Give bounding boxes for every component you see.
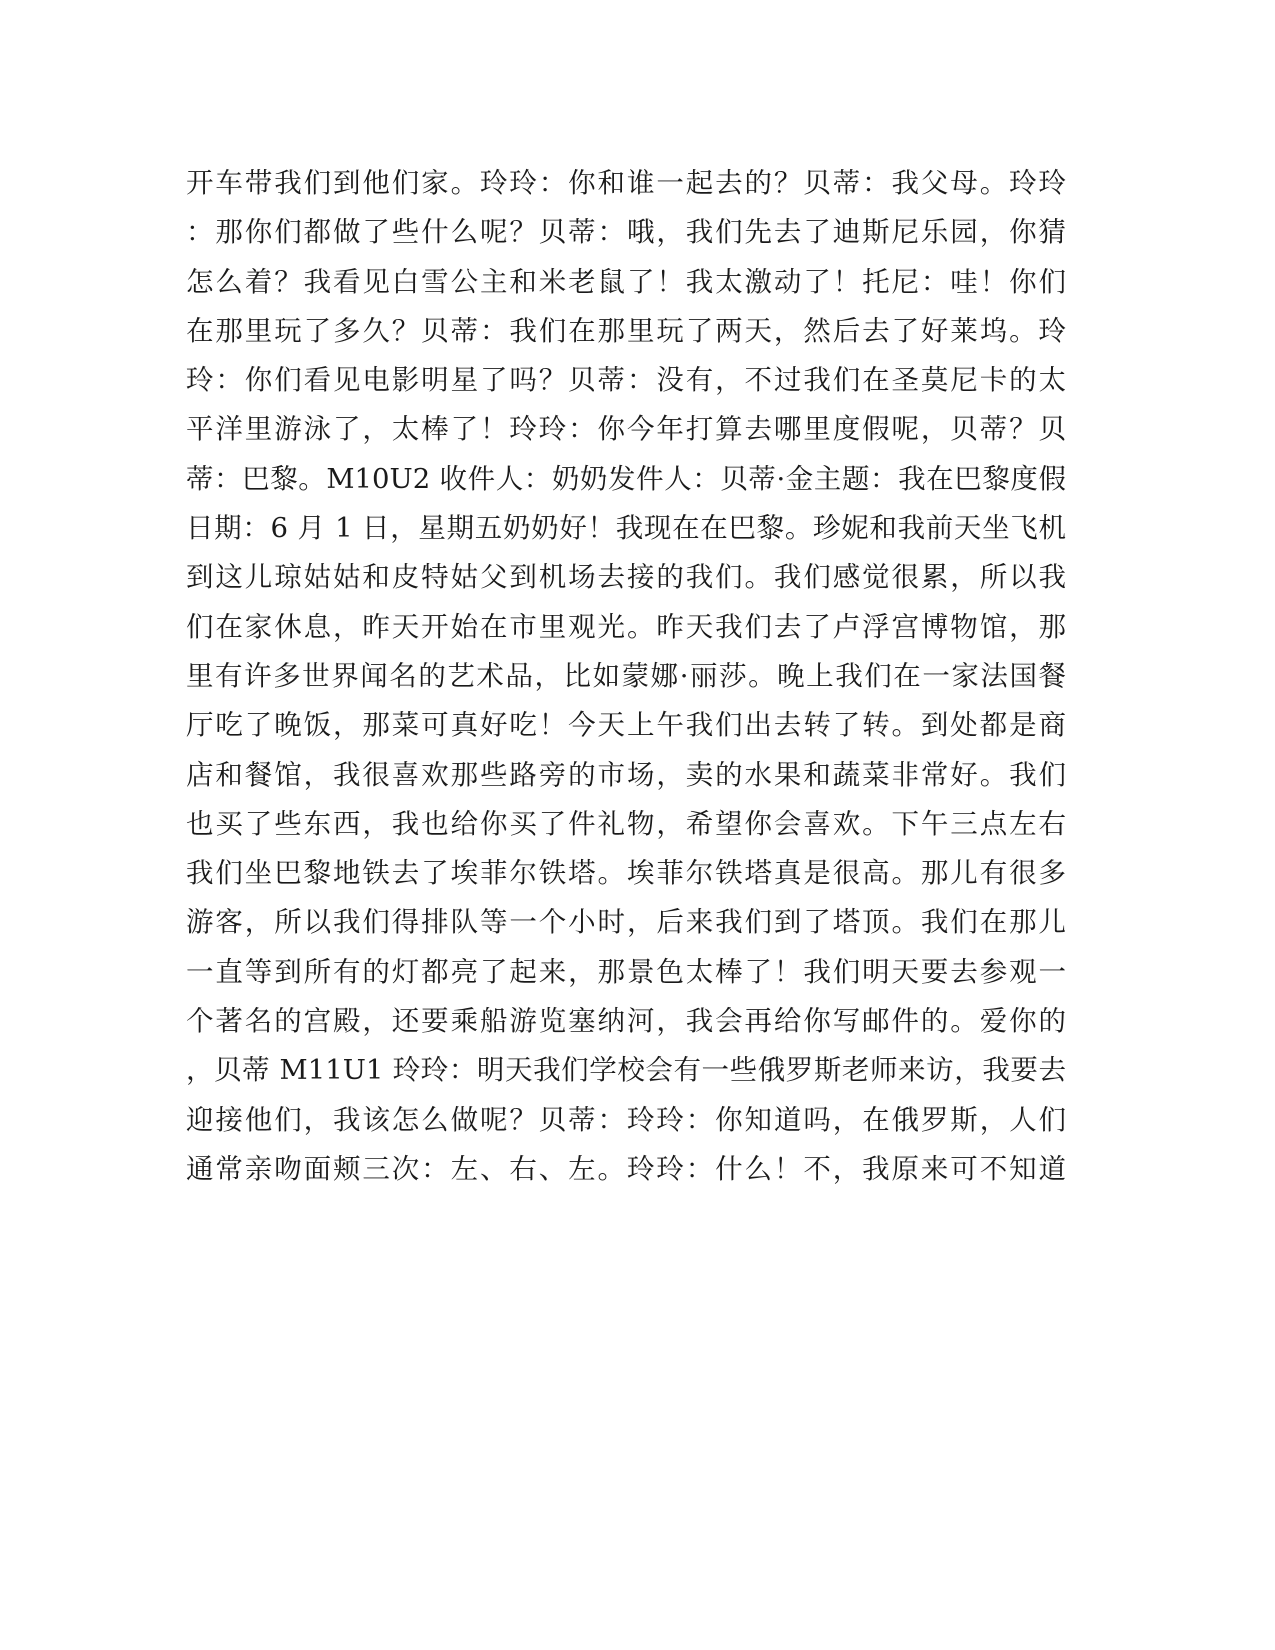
- text-line: 也买了些东西，我也给你买了件礼物，希望你会喜欢。下午三点左右: [186, 807, 1066, 840]
- text-line: 蒂：巴黎。M10U2 收件人：奶奶发件人：贝蒂·金主题：我在巴黎度假: [186, 462, 1066, 495]
- text-line: 里有许多世界闻名的艺术品，比如蒙娜·丽莎。晚上我们在一家法国餐: [186, 659, 1066, 692]
- text-line: 怎么着？我看见白雪公主和米老鼠了！我太激动了！托尼：哇！你们: [186, 265, 1066, 298]
- text-line: 店和餐馆，我很喜欢那些路旁的市场，卖的水果和蔬菜非常好。我们: [186, 758, 1066, 791]
- text-line: 通常亲吻面颊三次：左、右、左。玲玲：什么！不，我原来可不知道: [186, 1152, 1066, 1185]
- text-line: 厅吃了晚饭，那菜可真好吃！今天上午我们出去转了转。到处都是商: [186, 709, 1066, 742]
- text-line: 我们坐巴黎地铁去了埃菲尔铁塔。埃菲尔铁塔真是很高。那儿有很多: [186, 857, 1066, 890]
- text-line: 玲：你们看见电影明星了吗？贝蒂：没有，不过我们在圣莫尼卡的太: [186, 364, 1066, 397]
- text-line: 开车带我们到他们家。玲玲：你和谁一起去的？贝蒂：我父母。玲玲: [186, 167, 1066, 199]
- text-line: 一直等到所有的灯都亮了起来，那景色太棒了！我们明天要去参观一: [186, 955, 1066, 988]
- text-line: 平洋里游泳了，太棒了！玲玲：你今年打算去哪里度假呢，贝蒂？贝: [186, 413, 1066, 446]
- text-line: 到这儿琼姑姑和皮特姑父到机场去接的我们。我们感觉很累，所以我: [186, 561, 1066, 594]
- text-line: 个著名的宫殿，还要乘船游览塞纳河，我会再给你写邮件的。爱你的: [186, 1005, 1066, 1038]
- text-line: ：那你们都做了些什么呢？贝蒂：哦，我们先去了迪斯尼乐园，你猜: [186, 216, 1066, 249]
- text-line: 日期：6 月 1 日，星期五奶奶好！我现在在巴黎。珍妮和我前天坐飞机: [186, 512, 1066, 545]
- text-line: ，贝蒂 M11U1 玲玲：明天我们学校会有一些俄罗斯老师来访，我要去: [186, 1054, 1066, 1087]
- text-line: 在那里玩了多久？贝蒂：我们在那里玩了两天，然后去了好莱坞。玲: [186, 314, 1066, 347]
- text-line: 迎接他们，我该怎么做呢？贝蒂：玲玲：你知道吗，在俄罗斯，人们: [186, 1103, 1066, 1136]
- body-text: [186, 159, 1066, 1194]
- text-line: 们在家休息，昨天开始在市里观光。昨天我们去了卢浮宫博物馆，那: [186, 610, 1066, 643]
- text-line: 游客，所以我们得排队等一个小时，后来我们到了塔顶。我们在那儿: [186, 906, 1066, 939]
